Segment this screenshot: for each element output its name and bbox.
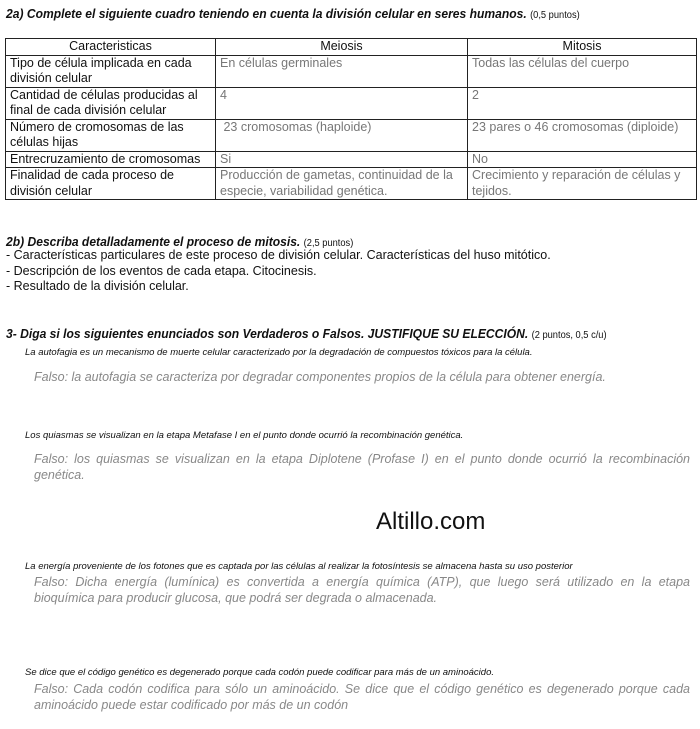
cell: No	[468, 151, 697, 168]
instruction-line: - Descripción de los eventos de cada etapa. Citocinesis.	[6, 264, 317, 278]
cell: 4	[216, 87, 468, 119]
table-row	[6, 87, 697, 119]
cell: Finalidad de cada proceso de división celular	[6, 168, 216, 200]
section-3-title: 3- Diga si los siguientes enunciados son Verdaderos o Falsos. JUSTIFIQUE SU ELECCIÓN. (2 puntos, 0,5 c/u)	[6, 326, 607, 341]
instruction-line: - Características particulares de este proceso de división celular. Características del huso mitótico.	[6, 248, 551, 262]
header-meiosis: Meiosis	[216, 39, 468, 56]
table-row	[6, 168, 697, 200]
cell: Entrecruzamiento de cromosomas	[6, 151, 216, 168]
header-characteristics: Caracteristicas	[6, 39, 216, 56]
answer: Falso: Cada codón codifica para sólo un aminoácido. Se dice que el código genético es degenerado porque cada aminoácido puede estar codificado por más de un codón	[34, 682, 690, 712]
statement: La autofagia es un mecanismo de muerte celular caracterizado por la degradación de compuestos tóxicos para la célula.	[25, 347, 533, 358]
cell-division-table	[5, 38, 697, 200]
header-mitosis: Mitosis	[468, 39, 697, 56]
table-header-row	[6, 39, 697, 56]
table-row	[6, 119, 697, 151]
cell: Si	[216, 151, 468, 168]
cell: En células germinales	[216, 55, 468, 87]
table-row	[6, 55, 697, 87]
answer: Falso: Dicha energía (lumínica) es convertida a energía química (ATP), que luego será utilizado en la etapa bioquímica para producir glucosa, que podrá ser degrada o almacenada.	[34, 575, 690, 605]
watermark: Altillo.com	[376, 508, 486, 535]
cell: Número de cromosomas de las células hijas	[6, 119, 216, 151]
statement: Se dice que el código genético es degenerado porque cada codón puede codificar para más de un aminoácido.	[25, 667, 494, 678]
statement: La energía proveniente de los fotones que es captada por las células al realizar la fotosíntesis se almacena hasta su uso posterior	[25, 561, 573, 572]
instruction-line: - Resultado de la división celular.	[6, 279, 189, 293]
answer: Falso: los quiasmas se visualizan en la etapa Diplotene (Profase I) en el punto donde ocurrió la recombinación genética.	[34, 452, 690, 482]
section-2a-title: 2a) Complete el siguiente cuadro teniendo en cuenta la división celular en seres humanos. (0,5 puntos)	[6, 6, 580, 21]
cell: Cantidad de células producidas al final de cada división celular	[6, 87, 216, 119]
cell: 23 cromosomas (haploide)	[216, 119, 468, 151]
cell: Tipo de célula implicada en cada división celular	[6, 55, 216, 87]
section-2b-title: 2b) Describa detalladamente el proceso de mitosis. (2,5 puntos)	[6, 234, 354, 249]
statement: Los quiasmas se visualizan en la etapa Metafase I en el punto donde ocurrió la recombinación genética.	[25, 430, 464, 441]
cell: 2	[468, 87, 697, 119]
cell: Crecimiento y reparación de células y tejidos.	[468, 168, 697, 200]
cell: Todas las células del cuerpo	[468, 55, 697, 87]
answer: Falso: la autofagia se caracteriza por degradar componentes propios de la célula para obtener energía.	[34, 370, 606, 384]
cell: Producción de gametas, continuidad de la especie, variabilidad genética.	[216, 168, 468, 200]
table-row	[6, 151, 697, 168]
cell: 23 pares o 46 cromosomas (diploide)	[468, 119, 697, 151]
